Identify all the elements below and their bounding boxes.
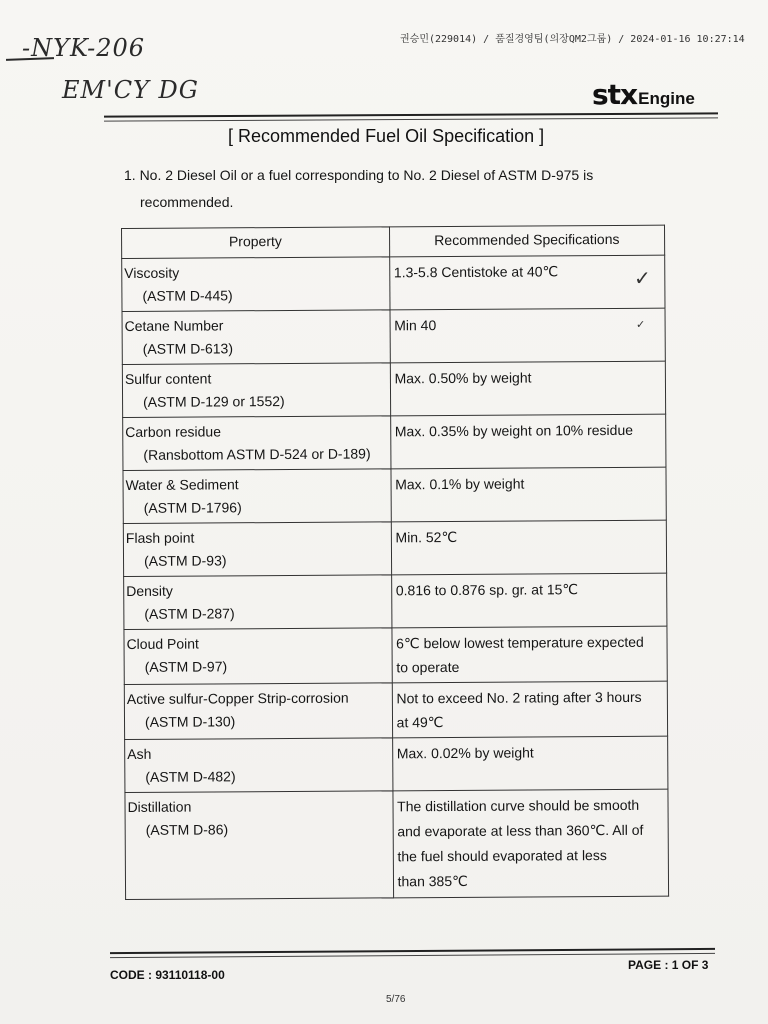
specification-cell [392,626,668,683]
specification-cell [392,736,668,791]
header-specifications: Recommended Specifications [389,225,665,257]
property-name: Flash point [125,529,195,546]
small-checkmark-icon: ✓ [636,318,646,331]
checkmark-icon: ✓ [634,266,651,290]
specification-cell [389,255,665,310]
property-cell [125,791,393,900]
specification-cell [391,520,667,575]
property-cell [122,257,390,312]
property-name: Distillation [127,798,192,815]
property-cell [122,310,390,365]
document-code: CODE : 93110118-00 [110,968,225,982]
specification-cell [390,414,666,469]
logo-suffix: Engine [638,89,695,108]
specification-line: at 49℃ [396,714,444,731]
stx-engine-logo [592,78,695,111]
table-body [122,255,669,899]
intro-paragraph [124,162,664,216]
property-name: Ash [127,745,152,762]
property-cell [123,469,391,524]
property-name: Active sulfur-Copper Strip-corrosion [126,689,349,707]
specification-cell [392,681,668,738]
property-cell [124,683,392,740]
specification-cell [390,308,666,363]
property-name: Sulfur content [124,370,212,387]
property-cell [123,416,391,471]
table-row [124,573,667,629]
specification-line: Max. 0.1% by weight [395,475,525,493]
property-standard: (ASTM D-287) [144,605,235,622]
table-row [122,361,665,417]
page-indicator: PAGE : 1 OF 3 [628,958,709,972]
specification-line: to operate [396,658,460,676]
table-row [124,626,667,684]
property-name: Viscosity [124,264,180,281]
sheet-number: 5/76 [386,994,406,1005]
property-standard: (Ransbottom ASTM D-524 or D-189) [143,445,371,463]
specification-line: and evaporate at less than 360℃. All of [397,821,644,840]
property-cell [122,363,390,418]
intro-line-2: recommended. [140,194,234,210]
property-standard: (ASTM D-93) [143,552,227,569]
specification-line: 6℃ below lowest temperature expected [396,633,644,652]
property-standard: (ASTM D-129 or 1552) [143,393,285,410]
table-row [123,414,666,470]
property-standard: (ASTM D-97) [144,658,228,675]
property-standard: (ASTM D-613) [142,340,234,357]
table-row [122,255,665,311]
footer-rule-thin [110,953,715,958]
property-name: Water & Sediment [125,476,239,493]
table-row [123,520,666,576]
specification-line: than 385℃ [397,872,468,890]
property-cell [123,522,391,577]
property-standard: (ASTM D-482) [145,768,236,785]
specification-line: 1.3-5.8 Centistoke at 40℃ [393,263,559,281]
table-row [124,681,667,739]
specification-line: Max. 0.02% by weight [396,744,534,762]
fuel-spec-table [121,225,669,900]
property-standard: (ASTM D-130) [144,713,236,730]
specification-line: Min. 52℃ [395,528,458,546]
table-header-row [122,225,665,258]
property-name: Cloud Point [126,635,199,652]
logo-brand: stx [592,78,638,111]
property-standard: (ASTM D-445) [142,287,233,304]
document-title: [ Recommended Fuel Oil Specification ] [228,126,545,146]
table-row [123,467,666,523]
property-name: Carbon residue [125,423,222,440]
header-rule-thin [104,117,718,121]
specification-line: 0.816 to 0.876 sp. gr. at 15℃ [395,581,579,599]
property-cell [124,628,392,685]
specification-line: Min 40 [394,317,437,334]
header-rule [104,112,718,117]
table-row [122,308,665,364]
property-cell [124,575,392,630]
handwritten-note-1: -NYK-206 [22,34,146,62]
property-name: Density [126,582,173,599]
property-standard: (ASTM D-1796) [143,499,242,516]
property-cell [125,738,393,793]
specification-cell [391,467,667,522]
property-standard: (ASTM D-86) [145,821,229,838]
specification-cell [393,789,669,898]
print-metadata: 권승민(229014) / 품질경영팀(의장QM2그룹) / 2024-01-16 10:27:14 [400,34,745,45]
specification-cell [390,361,666,416]
specification-line: Max. 0.50% by weight [394,369,532,387]
specification-line: Not to exceed No. 2 rating after 3 hours [396,688,642,707]
specification-cell [391,573,667,628]
property-name: Cetane Number [124,317,224,334]
intro-line-1: 1. No. 2 Diesel Oil or a fuel corresponding to No. 2 Diesel of ASTM D-975 is [124,167,594,183]
specification-line: The distillation curve should be smooth [397,796,640,815]
table-row [125,736,668,792]
specification-line: Max. 0.35% by weight on 10% residue [394,421,634,440]
table-row [125,789,669,899]
specification-line: the fuel should evaporated at less [397,847,607,865]
header-property: Property [122,227,390,259]
handwritten-note-2: EM'CY DG [62,76,199,104]
